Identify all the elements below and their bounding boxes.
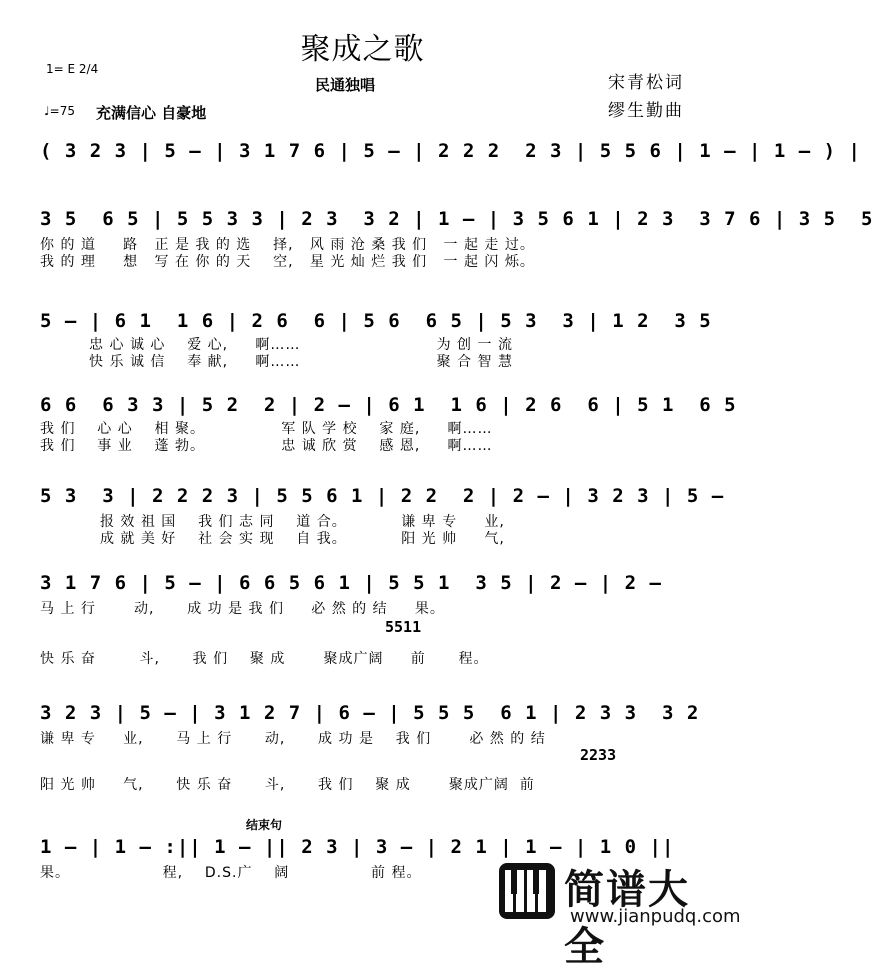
lyric-verse-1: 果。 程, D.S.广 阔 前 程。 [40,865,422,881]
notation-line: 3 2 3 | 5 — | 3 1 2 7 | 6 — | 5 5 5 6 1 | 2 3 3 3 2 [40,702,700,724]
notation-line: 3 1 7 6 | 5 — | 6 6 5 6 1 | 5 5 1 3 5 | 2 — | 2 — [40,572,662,594]
alt-notes: 2233 [580,746,617,764]
lyric-verse-2: 我 的 理 想 写 在 你 的 天 空, 星 光 灿 烂 我 们 一 起 闪 烁。 [40,254,535,270]
notation-line: 5 3 3 | 2 2 2 3 | 5 5 6 1 | 2 2 2 | 2 — | 3 2 3 | 5 — [40,485,725,507]
piano-keys-icon [498,862,556,920]
lyric-verse-1: 我 们 心 心 相 聚。 军 队 学 校 家 庭, 啊…… [40,421,493,437]
tempo-mark: ♩=75 [44,104,75,118]
lyric-verse-1: 报 效 祖 国 我 们 志 同 道 合。 谦 卑 专 业, [40,514,505,530]
composer: 缪生勤曲 [608,101,684,121]
lyric-verse-2: 快 乐 诚 信 奉 献, 啊…… 聚 合 智 慧 [40,354,513,370]
lyric-verse-1: 谦 卑 专 业, 马 上 行 动, 成 功 是 我 们 必 然 的 结 [40,731,546,747]
lyric-verse-2: 成 就 美 好 社 会 实 现 自 我。 阳 光 帅 气, [40,531,505,547]
lyric-verse-2: 阳 光 帅 气, 快 乐 奋 斗, 我 们 聚 成 聚成广阔 前 [40,777,535,793]
song-title: 聚成之歌 [300,32,425,67]
key-signature: 1= E 2/4 [46,62,99,76]
lyric-verse-2: 我 们 事 业 蓬 勃。 忠 诚 欣 赏 感 恩, 啊…… [40,438,493,454]
lyric-verse-2: 快 乐 奋 斗, 我 们 聚 成 聚成广阔 前 程。 [40,651,489,667]
watermark-url: www.jianpudq.com [570,906,741,927]
alt-notes: 5511 [385,618,422,636]
lyric-verse-1: 你 的 道 路 正 是 我 的 选 择, 风 雨 沧 桑 我 们 一 起 走 过。 [40,237,535,253]
notation-line: ( 3 2 3 | 5 — | 3 1 7 6 | 5 — | 2 2 2 2 3 | 5 5 6 | 1 — | 1 — ) | [40,140,861,162]
notation-line: 6 6 6 3 3 | 5 2 2 | 2 — | 6 1 1 6 | 2 6 6 | 5 1 6 5 [40,394,737,416]
site-watermark [498,858,741,970]
lyric-verse-1: 马 上 行 动, 成 功 是 我 们 必 然 的 结 果。 [40,601,445,617]
performance-type: 民通独唱 [315,76,376,94]
lyric-verse-1: 忠 心 诚 心 爱 心, 啊…… 为 创 一 流 [40,337,513,353]
notation-line: 5 — | 6 1 1 6 | 2 6 6 | 5 6 6 5 | 5 3 3 | 1 2 3 5 [40,310,712,332]
notation-line: 3 5 6 5 | 5 5 3 3 | 2 3 3 2 | 1 — | 3 5 6 1 | 2 3 3 7 6 | 3 5 5 [40,208,873,230]
expression-mark: 充满信心 自豪地 [96,104,207,122]
lyricist: 宋青松词 [608,73,684,93]
notation-line: 1 — | 1 — :|| 1 — || 2 3 | 3 — | 2 1 | 1 — | 1 0 || [40,836,675,858]
watermark-title: 简谱大全 [564,867,690,970]
coda-label: 结束句 [246,818,283,832]
